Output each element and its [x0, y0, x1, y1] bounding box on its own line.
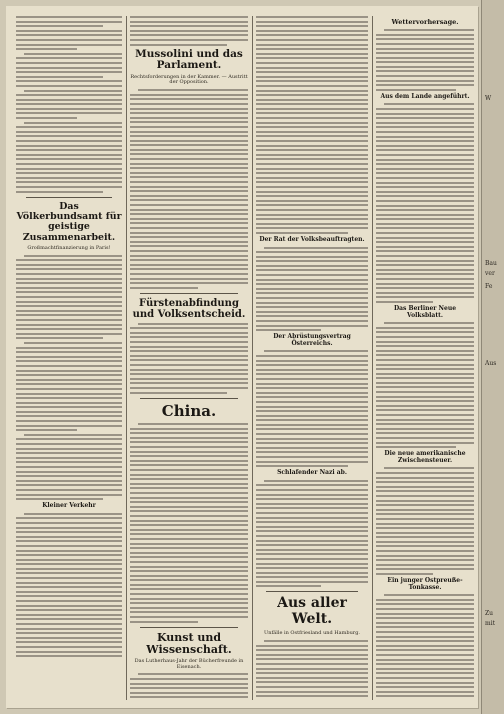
strip-word: Zu — [485, 610, 494, 617]
strip-word: Aus — [485, 360, 497, 367]
headline-china: China. — [161, 401, 217, 420]
headline-kunst-wissenschaft: Kunst und Wissenschaft. — [146, 630, 232, 656]
subhead-volksblatt: Das Berliner Neue Volksblatt. — [393, 304, 457, 319]
strip-word: Fe — [485, 283, 493, 290]
subhead-wetter: Wettervorhersage. — [391, 18, 459, 26]
subhead-volksbeauftragte: Der Rat der Volksbeauftragten. — [259, 235, 365, 243]
headline-aus-aller-welt: Aus aller Welt. — [277, 595, 347, 627]
newspaper-page — [6, 6, 478, 708]
subhead-aus-dem-lande: Aus dem Lande angeführt. — [380, 92, 470, 100]
column-4 — [376, 16, 474, 700]
subhead-ostpreusse: Ein junger Ostpreuße-Tonkasse. — [387, 577, 463, 591]
subhead-zwischensteuer: Die neue amerikanische Zwischensteuer. — [384, 450, 466, 464]
subhead-aus-aller-welt: Unfälle in Ostfriesland und Hamburg. — [264, 630, 360, 637]
strip-word: ver — [485, 270, 495, 277]
strip-word: mit — [485, 620, 496, 627]
strip-word: Bau — [485, 260, 497, 267]
subhead-nazi: Schlafender Nazi ab. — [277, 469, 347, 477]
column-1 — [16, 16, 122, 700]
strip-word: W — [485, 95, 492, 102]
subhead-mussolini: Rechtsforderungen in der Kammer. — Austritt der Opposition. — [130, 73, 248, 86]
headline-mussolini: Mussolini und das Parlament. — [135, 47, 243, 72]
headline-fuerstenabfindung: Fürstenabfindung und Volksentscheid. — [132, 297, 246, 320]
subhead-kunst: Das Lutherhaus-Jahr der Bücherfreunde in Eisenach. — [134, 657, 244, 670]
adjacent-page-edge — [481, 0, 504, 714]
subhead-kleiner-verkehr: Kleiner Verkehr — [42, 502, 96, 510]
column-3 — [256, 16, 368, 700]
subhead-abruestung: Der Abrüstungsvertrag Österreichs. — [273, 333, 351, 347]
column-2 — [130, 16, 248, 700]
subhead-voelkerbund: Großmachtfinanzierung in Paris! — [27, 244, 111, 251]
headline-voelkerbund: Das Völkerbundsamt für geistige Zusammenarbeit. — [16, 200, 122, 243]
